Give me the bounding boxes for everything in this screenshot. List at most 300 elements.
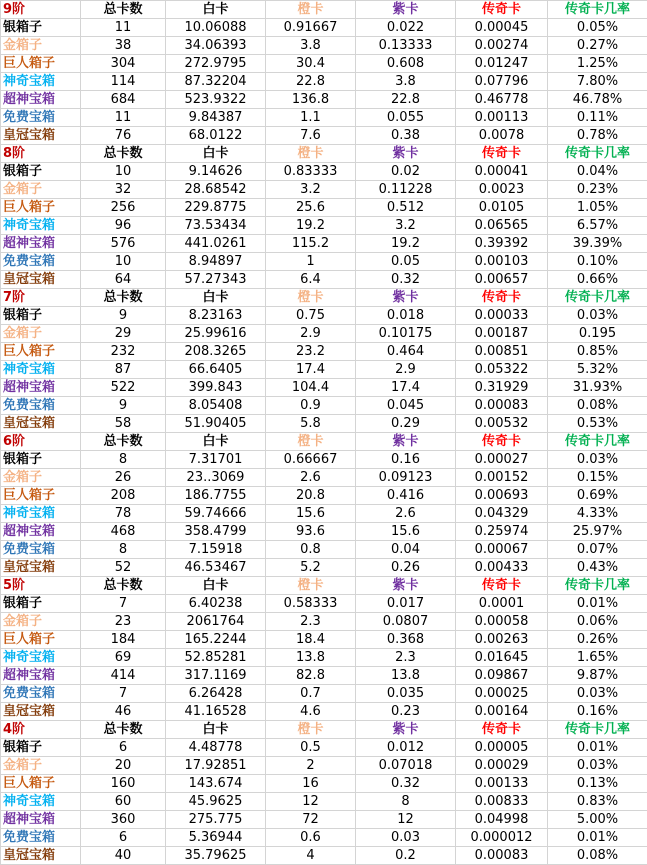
value-cell[interactable]: 0.608: [356, 55, 456, 73]
value-cell[interactable]: 52.85281: [166, 649, 266, 667]
value-cell[interactable]: 256: [81, 199, 166, 217]
value-cell[interactable]: 0.00113: [456, 109, 548, 127]
value-cell[interactable]: 2: [266, 757, 356, 775]
value-cell[interactable]: 76: [81, 127, 166, 145]
value-cell[interactable]: 0.035: [356, 685, 456, 703]
value-cell[interactable]: 3.8: [356, 73, 456, 91]
value-cell[interactable]: 0.83333: [266, 163, 356, 181]
box-name-cell[interactable]: 神奇宝箱: [1, 793, 81, 811]
value-cell[interactable]: 399.843: [166, 379, 266, 397]
column-header[interactable]: 总卡数: [81, 145, 166, 163]
box-name-cell[interactable]: 巨人箱子: [1, 55, 81, 73]
column-header[interactable]: 传奇卡: [456, 433, 548, 451]
column-header[interactable]: 紫卡: [356, 289, 456, 307]
value-cell[interactable]: 522: [81, 379, 166, 397]
value-cell[interactable]: 57.27343: [166, 271, 266, 289]
column-header[interactable]: 白卡: [166, 289, 266, 307]
box-name-cell[interactable]: 免费宝箱: [1, 109, 81, 127]
value-cell[interactable]: 0.195: [548, 325, 647, 343]
box-name-cell[interactable]: 金箱子: [1, 613, 81, 631]
column-header[interactable]: 总卡数: [81, 433, 166, 451]
value-cell[interactable]: 46.78%: [548, 91, 647, 109]
value-cell[interactable]: 0.04: [356, 541, 456, 559]
value-cell[interactable]: 5.36944: [166, 829, 266, 847]
value-cell[interactable]: 0.464: [356, 343, 456, 361]
value-cell[interactable]: 15.6: [356, 523, 456, 541]
value-cell[interactable]: 468: [81, 523, 166, 541]
value-cell[interactable]: 10: [81, 163, 166, 181]
value-cell[interactable]: 78: [81, 505, 166, 523]
column-header[interactable]: 总卡数: [81, 721, 166, 739]
column-header[interactable]: 白卡: [166, 433, 266, 451]
value-cell[interactable]: 87.32204: [166, 73, 266, 91]
value-cell[interactable]: 51.90405: [166, 415, 266, 433]
value-cell[interactable]: 0.018: [356, 307, 456, 325]
value-cell[interactable]: 0.03%: [548, 757, 647, 775]
value-cell[interactable]: 6.26428: [166, 685, 266, 703]
column-header[interactable]: 白卡: [166, 721, 266, 739]
value-cell[interactable]: 0.05: [356, 253, 456, 271]
value-cell[interactable]: 0.03%: [548, 307, 647, 325]
value-cell[interactable]: 0.00693: [456, 487, 548, 505]
box-name-cell[interactable]: 神奇宝箱: [1, 361, 81, 379]
value-cell[interactable]: 208: [81, 487, 166, 505]
tier-label[interactable]: 5阶: [1, 577, 81, 595]
value-cell[interactable]: 0.03%: [548, 451, 647, 469]
value-cell[interactable]: 0.00532: [456, 415, 548, 433]
value-cell[interactable]: 229.8775: [166, 199, 266, 217]
column-header[interactable]: 传奇卡几率: [548, 1, 647, 19]
value-cell[interactable]: 0.04%: [548, 163, 647, 181]
value-cell[interactable]: 0.0078: [456, 127, 548, 145]
value-cell[interactable]: 0.012: [356, 739, 456, 757]
value-cell[interactable]: 0.46778: [456, 91, 548, 109]
value-cell[interactable]: 4.48778: [166, 739, 266, 757]
value-cell[interactable]: 2.6: [356, 505, 456, 523]
column-header[interactable]: 传奇卡几率: [548, 145, 647, 163]
value-cell[interactable]: 0.01247: [456, 55, 548, 73]
column-header[interactable]: 紫卡: [356, 721, 456, 739]
box-name-cell[interactable]: 免费宝箱: [1, 397, 81, 415]
value-cell[interactable]: 3.2: [356, 217, 456, 235]
value-cell[interactable]: 0.00433: [456, 559, 548, 577]
value-cell[interactable]: 0.16: [356, 451, 456, 469]
value-cell[interactable]: 11: [81, 109, 166, 127]
value-cell[interactable]: 0.38: [356, 127, 456, 145]
value-cell[interactable]: 0.00657: [456, 271, 548, 289]
value-cell[interactable]: 6: [81, 739, 166, 757]
value-cell[interactable]: 0.00133: [456, 775, 548, 793]
value-cell[interactable]: 2.3: [356, 649, 456, 667]
value-cell[interactable]: 8.05408: [166, 397, 266, 415]
value-cell[interactable]: 8.23163: [166, 307, 266, 325]
value-cell[interactable]: 208.3265: [166, 343, 266, 361]
value-cell[interactable]: 0.0807: [356, 613, 456, 631]
value-cell[interactable]: 160: [81, 775, 166, 793]
value-cell[interactable]: 3.8: [266, 37, 356, 55]
column-header[interactable]: 橙卡: [266, 1, 356, 19]
value-cell[interactable]: 232: [81, 343, 166, 361]
column-header[interactable]: 白卡: [166, 577, 266, 595]
value-cell[interactable]: 0.16%: [548, 703, 647, 721]
value-cell[interactable]: 0.01%: [548, 739, 647, 757]
column-header[interactable]: 传奇卡几率: [548, 577, 647, 595]
value-cell[interactable]: 46: [81, 703, 166, 721]
value-cell[interactable]: 8: [356, 793, 456, 811]
value-cell[interactable]: 3.2: [266, 181, 356, 199]
value-cell[interactable]: 4.6: [266, 703, 356, 721]
value-cell[interactable]: 32: [81, 181, 166, 199]
box-name-cell[interactable]: 超神宝箱: [1, 379, 81, 397]
value-cell[interactable]: 66.6405: [166, 361, 266, 379]
value-cell[interactable]: 2.9: [356, 361, 456, 379]
value-cell[interactable]: 0.512: [356, 199, 456, 217]
value-cell[interactable]: 4: [266, 847, 356, 865]
value-cell[interactable]: 441.0261: [166, 235, 266, 253]
value-cell[interactable]: 64: [81, 271, 166, 289]
box-name-cell[interactable]: 神奇宝箱: [1, 649, 81, 667]
value-cell[interactable]: 17.4: [356, 379, 456, 397]
value-cell[interactable]: 0.66667: [266, 451, 356, 469]
value-cell[interactable]: 7: [81, 685, 166, 703]
box-name-cell[interactable]: 超神宝箱: [1, 523, 81, 541]
value-cell[interactable]: 0.06%: [548, 613, 647, 631]
value-cell[interactable]: 19.2: [266, 217, 356, 235]
value-cell[interactable]: 12: [356, 811, 456, 829]
column-header[interactable]: 紫卡: [356, 1, 456, 19]
value-cell[interactable]: 186.7755: [166, 487, 266, 505]
value-cell[interactable]: 25.97%: [548, 523, 647, 541]
value-cell[interactable]: 143.674: [166, 775, 266, 793]
value-cell[interactable]: 0.00274: [456, 37, 548, 55]
value-cell[interactable]: 22.8: [266, 73, 356, 91]
value-cell[interactable]: 25.6: [266, 199, 356, 217]
value-cell[interactable]: 13.8: [356, 667, 456, 685]
box-name-cell[interactable]: 金箱子: [1, 181, 81, 199]
tier-label[interactable]: 4阶: [1, 721, 81, 739]
value-cell[interactable]: 30.4: [266, 55, 356, 73]
value-cell[interactable]: 275.775: [166, 811, 266, 829]
value-cell[interactable]: 93.6: [266, 523, 356, 541]
value-cell[interactable]: 8: [81, 451, 166, 469]
value-cell[interactable]: 0.2: [356, 847, 456, 865]
column-header[interactable]: 橙卡: [266, 289, 356, 307]
value-cell[interactable]: 0.27%: [548, 37, 647, 55]
value-cell[interactable]: 0.11%: [548, 109, 647, 127]
value-cell[interactable]: 2061764: [166, 613, 266, 631]
value-cell[interactable]: 0.39392: [456, 235, 548, 253]
box-name-cell[interactable]: 免费宝箱: [1, 541, 81, 559]
value-cell[interactable]: 10.06088: [166, 19, 266, 37]
value-cell[interactable]: 28.68542: [166, 181, 266, 199]
column-header[interactable]: 紫卡: [356, 433, 456, 451]
value-cell[interactable]: 20.8: [266, 487, 356, 505]
value-cell[interactable]: 136.8: [266, 91, 356, 109]
value-cell[interactable]: 0.09123: [356, 469, 456, 487]
value-cell[interactable]: 0.00041: [456, 163, 548, 181]
value-cell[interactable]: 2.6: [266, 469, 356, 487]
value-cell[interactable]: 16: [266, 775, 356, 793]
box-name-cell[interactable]: 巨人箱子: [1, 631, 81, 649]
value-cell[interactable]: 23: [81, 613, 166, 631]
value-cell[interactable]: 0.00027: [456, 451, 548, 469]
value-cell[interactable]: 7.15918: [166, 541, 266, 559]
value-cell[interactable]: 0.08%: [548, 847, 647, 865]
value-cell[interactable]: 0.368: [356, 631, 456, 649]
value-cell[interactable]: 0.01645: [456, 649, 548, 667]
box-name-cell[interactable]: 巨人箱子: [1, 487, 81, 505]
value-cell[interactable]: 0.8: [266, 541, 356, 559]
column-header[interactable]: 传奇卡: [456, 289, 548, 307]
value-cell[interactable]: 0.09867: [456, 667, 548, 685]
value-cell[interactable]: 0.00187: [456, 325, 548, 343]
value-cell[interactable]: 2.9: [266, 325, 356, 343]
box-name-cell[interactable]: 免费宝箱: [1, 253, 81, 271]
box-name-cell[interactable]: 免费宝箱: [1, 685, 81, 703]
value-cell[interactable]: 46.53467: [166, 559, 266, 577]
value-cell[interactable]: 114: [81, 73, 166, 91]
column-header[interactable]: 传奇卡: [456, 577, 548, 595]
value-cell[interactable]: 5.32%: [548, 361, 647, 379]
value-cell[interactable]: 18.4: [266, 631, 356, 649]
box-name-cell[interactable]: 银箱子: [1, 19, 81, 37]
value-cell[interactable]: 31.93%: [548, 379, 647, 397]
box-name-cell[interactable]: 银箱子: [1, 739, 81, 757]
value-cell[interactable]: 0.23%: [548, 181, 647, 199]
value-cell[interactable]: 35.79625: [166, 847, 266, 865]
column-header[interactable]: 紫卡: [356, 577, 456, 595]
value-cell[interactable]: 1.1: [266, 109, 356, 127]
value-cell[interactable]: 0.58333: [266, 595, 356, 613]
value-cell[interactable]: 7.6: [266, 127, 356, 145]
box-name-cell[interactable]: 皇冠宝箱: [1, 703, 81, 721]
value-cell[interactable]: 0.416: [356, 487, 456, 505]
value-cell[interactable]: 6.4: [266, 271, 356, 289]
value-cell[interactable]: 414: [81, 667, 166, 685]
value-cell[interactable]: 0.03%: [548, 685, 647, 703]
value-cell[interactable]: 0.69%: [548, 487, 647, 505]
box-name-cell[interactable]: 巨人箱子: [1, 343, 81, 361]
value-cell[interactable]: 0.85%: [548, 343, 647, 361]
value-cell[interactable]: 7.31701: [166, 451, 266, 469]
value-cell[interactable]: 11: [81, 19, 166, 37]
value-cell[interactable]: 360: [81, 811, 166, 829]
value-cell[interactable]: 0.07%: [548, 541, 647, 559]
value-cell[interactable]: 0.7: [266, 685, 356, 703]
value-cell[interactable]: 104.4: [266, 379, 356, 397]
column-header[interactable]: 橙卡: [266, 433, 356, 451]
box-name-cell[interactable]: 神奇宝箱: [1, 505, 81, 523]
value-cell[interactable]: 26: [81, 469, 166, 487]
box-name-cell[interactable]: 超神宝箱: [1, 667, 81, 685]
value-cell[interactable]: 7.80%: [548, 73, 647, 91]
value-cell[interactable]: 12: [266, 793, 356, 811]
value-cell[interactable]: 0.13333: [356, 37, 456, 55]
value-cell[interactable]: 5.00%: [548, 811, 647, 829]
column-header[interactable]: 总卡数: [81, 577, 166, 595]
value-cell[interactable]: 0.32: [356, 775, 456, 793]
value-cell[interactable]: 0.017: [356, 595, 456, 613]
value-cell[interactable]: 0.04329: [456, 505, 548, 523]
tier-label[interactable]: 9阶: [1, 1, 81, 19]
column-header[interactable]: 橙卡: [266, 721, 356, 739]
column-header[interactable]: 传奇卡几率: [548, 289, 647, 307]
value-cell[interactable]: 82.8: [266, 667, 356, 685]
value-cell[interactable]: 9.14626: [166, 163, 266, 181]
value-cell[interactable]: 576: [81, 235, 166, 253]
value-cell[interactable]: 0.6: [266, 829, 356, 847]
value-cell[interactable]: 9.84387: [166, 109, 266, 127]
box-name-cell[interactable]: 超神宝箱: [1, 235, 81, 253]
value-cell[interactable]: 0.00263: [456, 631, 548, 649]
value-cell[interactable]: 0.83%: [548, 793, 647, 811]
box-name-cell[interactable]: 银箱子: [1, 451, 81, 469]
column-header[interactable]: 传奇卡: [456, 1, 548, 19]
value-cell[interactable]: 45.9625: [166, 793, 266, 811]
value-cell[interactable]: 1.25%: [548, 55, 647, 73]
value-cell[interactable]: 0.04998: [456, 811, 548, 829]
value-cell[interactable]: 23..3069: [166, 469, 266, 487]
value-cell[interactable]: 34.06393: [166, 37, 266, 55]
value-cell[interactable]: 0.02: [356, 163, 456, 181]
value-cell[interactable]: 0.0023: [456, 181, 548, 199]
value-cell[interactable]: 0.43%: [548, 559, 647, 577]
tier-label[interactable]: 7阶: [1, 289, 81, 307]
value-cell[interactable]: 0.000012: [456, 829, 548, 847]
value-cell[interactable]: 1: [266, 253, 356, 271]
value-cell[interactable]: 0.13%: [548, 775, 647, 793]
value-cell[interactable]: 60: [81, 793, 166, 811]
value-cell[interactable]: 10: [81, 253, 166, 271]
value-cell[interactable]: 0.0001: [456, 595, 548, 613]
value-cell[interactable]: 0.00033: [456, 307, 548, 325]
value-cell[interactable]: 115.2: [266, 235, 356, 253]
value-cell[interactable]: 0.53%: [548, 415, 647, 433]
value-cell[interactable]: 0.00851: [456, 343, 548, 361]
box-name-cell[interactable]: 银箱子: [1, 595, 81, 613]
value-cell[interactable]: 165.2244: [166, 631, 266, 649]
value-cell[interactable]: 0.26: [356, 559, 456, 577]
box-name-cell[interactable]: 巨人箱子: [1, 199, 81, 217]
value-cell[interactable]: 0.022: [356, 19, 456, 37]
box-name-cell[interactable]: 皇冠宝箱: [1, 847, 81, 865]
value-cell[interactable]: 38: [81, 37, 166, 55]
value-cell[interactable]: 9: [81, 307, 166, 325]
value-cell[interactable]: 0.00152: [456, 469, 548, 487]
box-name-cell[interactable]: 皇冠宝箱: [1, 271, 81, 289]
value-cell[interactable]: 0.03: [356, 829, 456, 847]
value-cell[interactable]: 0.32: [356, 271, 456, 289]
column-header[interactable]: 橙卡: [266, 577, 356, 595]
value-cell[interactable]: 0.06565: [456, 217, 548, 235]
column-header[interactable]: 白卡: [166, 1, 266, 19]
column-header[interactable]: 紫卡: [356, 145, 456, 163]
value-cell[interactable]: 684: [81, 91, 166, 109]
box-name-cell[interactable]: 免费宝箱: [1, 829, 81, 847]
value-cell[interactable]: 6: [81, 829, 166, 847]
value-cell[interactable]: 0.055: [356, 109, 456, 127]
column-header[interactable]: 总卡数: [81, 1, 166, 19]
value-cell[interactable]: 0.00067: [456, 541, 548, 559]
box-name-cell[interactable]: 金箱子: [1, 469, 81, 487]
value-cell[interactable]: 23.2: [266, 343, 356, 361]
box-name-cell[interactable]: 金箱子: [1, 325, 81, 343]
value-cell[interactable]: 59.74666: [166, 505, 266, 523]
value-cell[interactable]: 87: [81, 361, 166, 379]
value-cell[interactable]: 0.05322: [456, 361, 548, 379]
box-name-cell[interactable]: 巨人箱子: [1, 775, 81, 793]
value-cell[interactable]: 17.4: [266, 361, 356, 379]
value-cell[interactable]: 5.2: [266, 559, 356, 577]
value-cell[interactable]: 0.29: [356, 415, 456, 433]
value-cell[interactable]: 6.40238: [166, 595, 266, 613]
value-cell[interactable]: 0.10%: [548, 253, 647, 271]
value-cell[interactable]: 41.16528: [166, 703, 266, 721]
value-cell[interactable]: 15.6: [266, 505, 356, 523]
value-cell[interactable]: 0.00029: [456, 757, 548, 775]
value-cell[interactable]: 0.00083: [456, 847, 548, 865]
value-cell[interactable]: 20: [81, 757, 166, 775]
column-header[interactable]: 传奇卡: [456, 145, 548, 163]
tier-label[interactable]: 8阶: [1, 145, 81, 163]
value-cell[interactable]: 8: [81, 541, 166, 559]
column-header[interactable]: 白卡: [166, 145, 266, 163]
value-cell[interactable]: 96: [81, 217, 166, 235]
value-cell[interactable]: 19.2: [356, 235, 456, 253]
box-name-cell[interactable]: 皇冠宝箱: [1, 559, 81, 577]
value-cell[interactable]: 72: [266, 811, 356, 829]
value-cell[interactable]: 0.25974: [456, 523, 548, 541]
value-cell[interactable]: 73.53434: [166, 217, 266, 235]
value-cell[interactable]: 0.66%: [548, 271, 647, 289]
value-cell[interactable]: 9.87%: [548, 667, 647, 685]
value-cell[interactable]: 0.91667: [266, 19, 356, 37]
value-cell[interactable]: 0.31929: [456, 379, 548, 397]
value-cell[interactable]: 317.1169: [166, 667, 266, 685]
value-cell[interactable]: 17.92851: [166, 757, 266, 775]
value-cell[interactable]: 0.07018: [356, 757, 456, 775]
column-header[interactable]: 传奇卡几率: [548, 721, 647, 739]
column-header[interactable]: 传奇卡几率: [548, 433, 647, 451]
value-cell[interactable]: 0.5: [266, 739, 356, 757]
column-header[interactable]: 橙卡: [266, 145, 356, 163]
value-cell[interactable]: 0.045: [356, 397, 456, 415]
box-name-cell[interactable]: 金箱子: [1, 37, 81, 55]
value-cell[interactable]: 0.10175: [356, 325, 456, 343]
box-name-cell[interactable]: 皇冠宝箱: [1, 127, 81, 145]
value-cell[interactable]: 22.8: [356, 91, 456, 109]
value-cell[interactable]: 68.0122: [166, 127, 266, 145]
value-cell[interactable]: 272.9795: [166, 55, 266, 73]
value-cell[interactable]: 0.05%: [548, 19, 647, 37]
value-cell[interactable]: 304: [81, 55, 166, 73]
box-name-cell[interactable]: 神奇宝箱: [1, 217, 81, 235]
value-cell[interactable]: 0.00045: [456, 19, 548, 37]
box-name-cell[interactable]: 金箱子: [1, 757, 81, 775]
value-cell[interactable]: 0.9: [266, 397, 356, 415]
value-cell[interactable]: 39.39%: [548, 235, 647, 253]
value-cell[interactable]: 523.9322: [166, 91, 266, 109]
value-cell[interactable]: 0.15%: [548, 469, 647, 487]
value-cell[interactable]: 184: [81, 631, 166, 649]
value-cell[interactable]: 0.26%: [548, 631, 647, 649]
value-cell[interactable]: 7: [81, 595, 166, 613]
value-cell[interactable]: 0.01%: [548, 829, 647, 847]
value-cell[interactable]: 69: [81, 649, 166, 667]
value-cell[interactable]: 29: [81, 325, 166, 343]
value-cell[interactable]: 8.94897: [166, 253, 266, 271]
box-name-cell[interactable]: 皇冠宝箱: [1, 415, 81, 433]
